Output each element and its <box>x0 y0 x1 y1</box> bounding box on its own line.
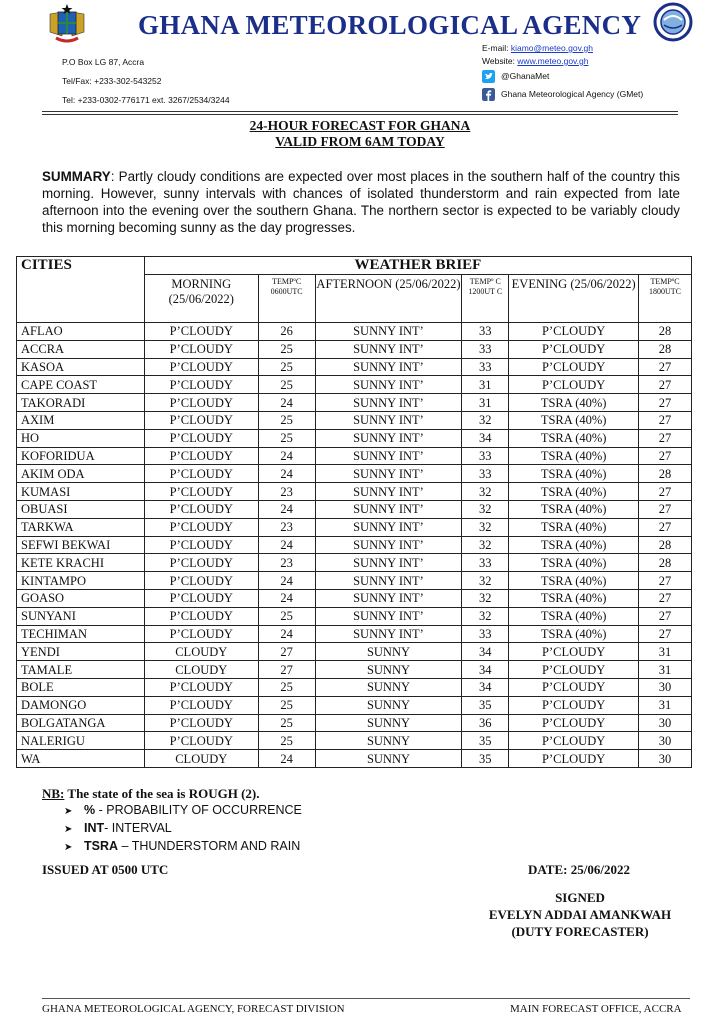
afternoon-cell: SUNNY INT’ <box>315 518 462 536</box>
legend-text: – THUNDERSTORM AND RAIN <box>118 839 301 853</box>
evening-cell: TSRA (40%) <box>509 394 639 412</box>
city-cell: AFLAO <box>17 323 145 341</box>
arrow-bullet-icon: ➤ <box>64 824 73 835</box>
temp-0600-cell: 25 <box>258 696 315 714</box>
legend-key: TSRA <box>84 839 119 853</box>
table-row <box>17 750 692 768</box>
temp-1200-cell: 32 <box>462 607 509 625</box>
temp-0600-cell: 24 <box>258 536 315 554</box>
afternoon-cell: SUNNY <box>315 732 462 750</box>
forecast-summary <box>42 168 680 236</box>
afternoon-cell: SUNNY INT’ <box>315 323 462 341</box>
legend-key: % <box>84 803 96 817</box>
temp-1800-cell: 27 <box>639 411 692 429</box>
website-line <box>482 56 588 66</box>
city-cell: AXIM <box>17 411 145 429</box>
temp-0600-cell: 25 <box>258 429 315 447</box>
afternoon-cell: SUNNY <box>315 750 462 768</box>
city-cell: CAPE COAST <box>17 376 145 394</box>
morning-cell: P’CLOUDY <box>144 625 258 643</box>
temp-1800-cell: 27 <box>639 607 692 625</box>
header-divider <box>42 111 678 112</box>
morning-header: MORNING (25/06/2022) <box>144 275 258 323</box>
evening-cell: P’CLOUDY <box>509 340 639 358</box>
temp-1200-cell: 32 <box>462 589 509 607</box>
afternoon-cell: SUNNY INT’ <box>315 429 462 447</box>
evening-cell: P’CLOUDY <box>509 750 639 768</box>
legend-item <box>64 820 302 838</box>
gmet-logo <box>652 2 694 42</box>
morning-cell: P’CLOUDY <box>144 607 258 625</box>
temp-0600-cell: 25 <box>258 714 315 732</box>
temp-1800-cell: 27 <box>639 429 692 447</box>
temp-0600-cell: 25 <box>258 732 315 750</box>
city-cell: TAKORADI <box>17 394 145 412</box>
morning-cell: P’CLOUDY <box>144 447 258 465</box>
city-cell: TECHIMAN <box>17 625 145 643</box>
evening-cell: TSRA (40%) <box>509 411 639 429</box>
evening-cell: TSRA (40%) <box>509 589 639 607</box>
afternoon-cell: SUNNY INT’ <box>315 447 462 465</box>
morning-cell: P’CLOUDY <box>144 500 258 518</box>
table-row <box>17 678 692 696</box>
city-cell: TAMALE <box>17 661 145 679</box>
city-cell: YENDI <box>17 643 145 661</box>
morning-cell: P’CLOUDY <box>144 323 258 341</box>
temp-0600-cell: 24 <box>258 589 315 607</box>
legend-item <box>64 838 302 856</box>
temp-0600-cell: 24 <box>258 625 315 643</box>
temp-1200-cell: 34 <box>462 661 509 679</box>
temp-1800-cell: 27 <box>639 394 692 412</box>
issued-time: ISSUED AT 0500 UTC <box>42 862 169 877</box>
summary-label: SUMMARY <box>42 169 111 184</box>
issue-date: DATE: 25/06/2022 <box>528 862 630 877</box>
morning-cell: P’CLOUDY <box>144 340 258 358</box>
morning-cell: CLOUDY <box>144 643 258 661</box>
header-divider-2 <box>42 114 678 115</box>
temp-1200-cell: 35 <box>462 696 509 714</box>
evening-cell: P’CLOUDY <box>509 714 639 732</box>
afternoon-cell: SUNNY INT’ <box>315 500 462 518</box>
temp-1200-cell: 34 <box>462 678 509 696</box>
morning-cell: P’CLOUDY <box>144 483 258 501</box>
city-cell: KASOA <box>17 358 145 376</box>
temp-1800-cell: 27 <box>639 483 692 501</box>
morning-cell: P’CLOUDY <box>144 518 258 536</box>
temp-1800-cell: 28 <box>639 340 692 358</box>
morning-cell: P’CLOUDY <box>144 554 258 572</box>
morning-cell: P’CLOUDY <box>144 589 258 607</box>
email-line <box>482 43 593 53</box>
temp-1200-cell: 35 <box>462 750 509 768</box>
legend-text: - INTERVAL <box>104 821 172 835</box>
table-row <box>17 554 692 572</box>
temp-1200-cell: 36 <box>462 714 509 732</box>
city-cell: TARKWA <box>17 518 145 536</box>
city-cell: SEFWI BEKWAI <box>17 536 145 554</box>
temp-0600-cell: 25 <box>258 376 315 394</box>
evening-cell: TSRA (40%) <box>509 465 639 483</box>
temp-0600-cell: 27 <box>258 661 315 679</box>
evening-cell: P’CLOUDY <box>509 678 639 696</box>
table-row <box>17 536 692 554</box>
table-row <box>17 429 692 447</box>
sea-state-note <box>42 786 302 802</box>
afternoon-cell: SUNNY <box>315 661 462 679</box>
temp-1800-cell: 31 <box>639 661 692 679</box>
afternoon-cell: SUNNY INT’ <box>315 536 462 554</box>
evening-cell: TSRA (40%) <box>509 536 639 554</box>
table-row <box>17 483 692 501</box>
temp-1200-cell: 35 <box>462 732 509 750</box>
email-label: E-mail: <box>482 43 509 53</box>
nb-text: The state of the sea is ROUGH (2). <box>64 786 260 801</box>
temp-1800-cell: 30 <box>639 732 692 750</box>
forecast-validity: VALID FROM 6AM TODAY <box>275 134 445 149</box>
table-row <box>17 732 692 750</box>
evening-cell: TSRA (40%) <box>509 429 639 447</box>
evening-cell: P’CLOUDY <box>509 358 639 376</box>
afternoon-cell: SUNNY INT’ <box>315 358 462 376</box>
temp-1200-cell: 33 <box>462 465 509 483</box>
temp-1200-cell: 33 <box>462 323 509 341</box>
temp-0600-cell: 23 <box>258 518 315 536</box>
temp-1200-cell: 32 <box>462 483 509 501</box>
temp-1200-cell: 33 <box>462 447 509 465</box>
evening-cell: TSRA (40%) <box>509 447 639 465</box>
signed-label: SIGNED <box>555 890 605 905</box>
afternoon-cell: SUNNY INT’ <box>315 607 462 625</box>
temp-0600-cell: 26 <box>258 323 315 341</box>
temp-0600-cell: 24 <box>258 500 315 518</box>
temp-1800-cell: 31 <box>639 696 692 714</box>
city-cell: NALERIGU <box>17 732 145 750</box>
city-cell: BOLE <box>17 678 145 696</box>
temp-1200-cell: 33 <box>462 340 509 358</box>
afternoon-cell: SUNNY INT’ <box>315 483 462 501</box>
afternoon-cell: SUNNY INT’ <box>315 572 462 590</box>
afternoon-cell: SUNNY <box>315 714 462 732</box>
city-cell: KINTAMPO <box>17 572 145 590</box>
evening-cell: TSRA (40%) <box>509 607 639 625</box>
afternoon-cell: SUNNY <box>315 696 462 714</box>
evening-cell: P’CLOUDY <box>509 696 639 714</box>
evening-cell: TSRA (40%) <box>509 572 639 590</box>
temp-1800-cell: 27 <box>639 572 692 590</box>
temp-0600-cell: 24 <box>258 750 315 768</box>
temp-1200-cell: 32 <box>462 536 509 554</box>
morning-cell: P’CLOUDY <box>144 429 258 447</box>
afternoon-cell: SUNNY INT’ <box>315 465 462 483</box>
fax-line: Tel/Fax: +233-302-543252 <box>62 76 162 86</box>
temp-1200-cell: 32 <box>462 572 509 590</box>
evening-cell: TSRA (40%) <box>509 483 639 501</box>
temp-0600-cell: 24 <box>258 447 315 465</box>
temp-0600-cell: 27 <box>258 643 315 661</box>
afternoon-cell: SUNNY INT’ <box>315 340 462 358</box>
morning-cell: P’CLOUDY <box>144 536 258 554</box>
table-row <box>17 714 692 732</box>
morning-cell: P’CLOUDY <box>144 376 258 394</box>
email-link[interactable]: kiamo@meteo.gov.gh <box>510 43 594 53</box>
temp-1800-cell: 28 <box>639 554 692 572</box>
temp-1800-header: TEMPºC 1800UTC <box>639 275 692 323</box>
morning-cell: P’CLOUDY <box>144 465 258 483</box>
afternoon-cell: SUNNY INT’ <box>315 376 462 394</box>
morning-cell: CLOUDY <box>144 750 258 768</box>
facebook-line <box>482 88 643 101</box>
signature-block <box>470 889 690 940</box>
city-cell: KUMASI <box>17 483 145 501</box>
legend-text: - PROBABILITY OF OCCURRENCE <box>95 803 302 817</box>
morning-cell: P’CLOUDY <box>144 678 258 696</box>
forecaster-role: (DUTY FORECASTER) <box>511 924 649 939</box>
temp-1800-cell: 27 <box>639 500 692 518</box>
legend-key: INT <box>84 821 105 835</box>
city-cell: WA <box>17 750 145 768</box>
table-row <box>17 607 692 625</box>
temp-1200-cell: 34 <box>462 643 509 661</box>
temp-1800-cell: 30 <box>639 714 692 732</box>
twitter-line <box>482 70 549 83</box>
table-row <box>17 696 692 714</box>
temp-0600-cell: 24 <box>258 572 315 590</box>
temp-1800-cell: 27 <box>639 358 692 376</box>
temp-1800-cell: 30 <box>639 750 692 768</box>
temp-1200-cell: 32 <box>462 500 509 518</box>
temp-1800-cell: 27 <box>639 625 692 643</box>
evening-cell: P’CLOUDY <box>509 323 639 341</box>
table-row <box>17 376 692 394</box>
evening-header: EVENING (25/06/2022) <box>509 275 639 323</box>
temp-1800-cell: 28 <box>639 323 692 341</box>
footer-division: GHANA METEOROLOGICAL AGENCY, FORECAST DIVISION <box>42 1003 345 1015</box>
table-row <box>17 411 692 429</box>
temp-1200-cell: 32 <box>462 411 509 429</box>
temp-0600-header: TEMPºC 0600UTC <box>258 275 315 323</box>
table-row <box>17 661 692 679</box>
afternoon-cell: SUNNY INT’ <box>315 394 462 412</box>
nb-label: NB: <box>42 786 65 801</box>
morning-cell: P’CLOUDY <box>144 572 258 590</box>
afternoon-header: AFTERNOON (25/06/2022) <box>315 275 462 323</box>
facebook-page: Ghana Meteorological Agency (GMet) <box>501 88 644 99</box>
forecaster-name: EVELYN ADDAI AMANKWAH <box>488 907 672 922</box>
evening-cell: P’CLOUDY <box>509 376 639 394</box>
table-row <box>17 465 692 483</box>
temp-1800-cell: 27 <box>639 518 692 536</box>
temp-0600-cell: 25 <box>258 607 315 625</box>
city-cell: DAMONGO <box>17 696 145 714</box>
temp-0600-cell: 25 <box>258 678 315 696</box>
afternoon-cell: SUNNY INT’ <box>315 411 462 429</box>
morning-cell: P’CLOUDY <box>144 696 258 714</box>
twitter-icon <box>482 70 495 83</box>
city-cell: KOFORIDUA <box>17 447 145 465</box>
arrow-bullet-icon: ➤ <box>64 806 73 817</box>
temp-1200-cell: 31 <box>462 376 509 394</box>
temp-1800-cell: 27 <box>639 447 692 465</box>
table-row <box>17 643 692 661</box>
city-cell: KETE KRACHI <box>17 554 145 572</box>
table-row <box>17 323 692 341</box>
temp-1800-cell: 31 <box>639 643 692 661</box>
website-link[interactable]: www.meteo.gov.gh <box>517 56 589 66</box>
morning-cell: P’CLOUDY <box>144 732 258 750</box>
temp-1200-cell: 33 <box>462 625 509 643</box>
city-cell: AKIM ODA <box>17 465 145 483</box>
morning-cell: P’CLOUDY <box>144 714 258 732</box>
table-row <box>17 394 692 412</box>
morning-cell: P’CLOUDY <box>144 358 258 376</box>
summary-text: : Partly cloudy conditions are expected over most places in the southern half of the country this morning. However, sunny intervals with chances of isolated thunderstorm and rain expected from late afternoon into the evening over the southern Ghana. The northern sector is expected to be variably cloudy this morning becoming sunny as the day progresses. <box>42 169 680 235</box>
city-cell: ACCRA <box>17 340 145 358</box>
temp-1800-cell: 27 <box>639 589 692 607</box>
temp-0600-cell: 23 <box>258 554 315 572</box>
website-label: Website: <box>482 56 515 66</box>
legend-item <box>64 802 302 820</box>
temp-1800-cell: 28 <box>639 465 692 483</box>
table-row <box>17 589 692 607</box>
temp-0600-cell: 24 <box>258 394 315 412</box>
morning-cell: P’CLOUDY <box>144 411 258 429</box>
city-cell: BOLGATANGA <box>17 714 145 732</box>
temp-1200-header: TEMPº C 1200UT C <box>462 275 509 323</box>
arrow-bullet-icon: ➤ <box>64 842 73 853</box>
table-row <box>17 518 692 536</box>
table-row <box>17 447 692 465</box>
morning-cell: P’CLOUDY <box>144 394 258 412</box>
footer-office: MAIN FORECAST OFFICE, ACCRA <box>510 1003 682 1015</box>
table-row <box>17 358 692 376</box>
evening-cell: TSRA (40%) <box>509 554 639 572</box>
footer-divider <box>42 998 690 999</box>
table-row <box>17 340 692 358</box>
table-row <box>17 572 692 590</box>
temp-1200-cell: 33 <box>462 358 509 376</box>
afternoon-cell: SUNNY INT’ <box>315 625 462 643</box>
table-row <box>17 625 692 643</box>
afternoon-cell: SUNNY <box>315 678 462 696</box>
evening-cell: P’CLOUDY <box>509 661 639 679</box>
temp-1200-cell: 33 <box>462 554 509 572</box>
city-cell: OBUASI <box>17 500 145 518</box>
temp-0600-cell: 23 <box>258 483 315 501</box>
evening-cell: TSRA (40%) <box>509 500 639 518</box>
ghana-coat-of-arms-logo <box>42 2 92 48</box>
weather-brief-table <box>16 256 692 768</box>
temp-0600-cell: 25 <box>258 358 315 376</box>
morning-cell: CLOUDY <box>144 661 258 679</box>
temp-0600-cell: 25 <box>258 340 315 358</box>
city-cell: GOASO <box>17 589 145 607</box>
temp-1200-cell: 32 <box>462 518 509 536</box>
afternoon-cell: SUNNY INT’ <box>315 554 462 572</box>
address-line: P.O Box LG 87, Accra <box>62 57 145 67</box>
temp-1800-cell: 28 <box>639 536 692 554</box>
evening-cell: TSRA (40%) <box>509 625 639 643</box>
afternoon-cell: SUNNY <box>315 643 462 661</box>
afternoon-cell: SUNNY INT’ <box>315 589 462 607</box>
temp-1800-cell: 30 <box>639 678 692 696</box>
evening-cell: P’CLOUDY <box>509 732 639 750</box>
temp-0600-cell: 24 <box>258 465 315 483</box>
temp-1800-cell: 27 <box>639 376 692 394</box>
twitter-handle: @GhanaMet <box>501 70 550 81</box>
temp-1200-cell: 34 <box>462 429 509 447</box>
weather-brief-header: WEATHER BRIEF <box>144 257 691 275</box>
city-cell: HO <box>17 429 145 447</box>
evening-cell: P’CLOUDY <box>509 643 639 661</box>
notes-section <box>42 786 302 856</box>
agency-title: GHANA METEOROLOGICAL AGENCY <box>138 10 642 40</box>
temp-0600-cell: 25 <box>258 411 315 429</box>
city-cell: SUNYANI <box>17 607 145 625</box>
table-row <box>17 500 692 518</box>
facebook-icon <box>482 88 495 101</box>
temp-1200-cell: 31 <box>462 394 509 412</box>
phone-line: Tel: +233-0302-776171 ext. 3267/2534/3244 <box>62 95 230 105</box>
forecast-title: 24-HOUR FORECAST FOR GHANA <box>249 118 471 133</box>
cities-header: CITIES <box>17 257 145 323</box>
evening-cell: TSRA (40%) <box>509 518 639 536</box>
